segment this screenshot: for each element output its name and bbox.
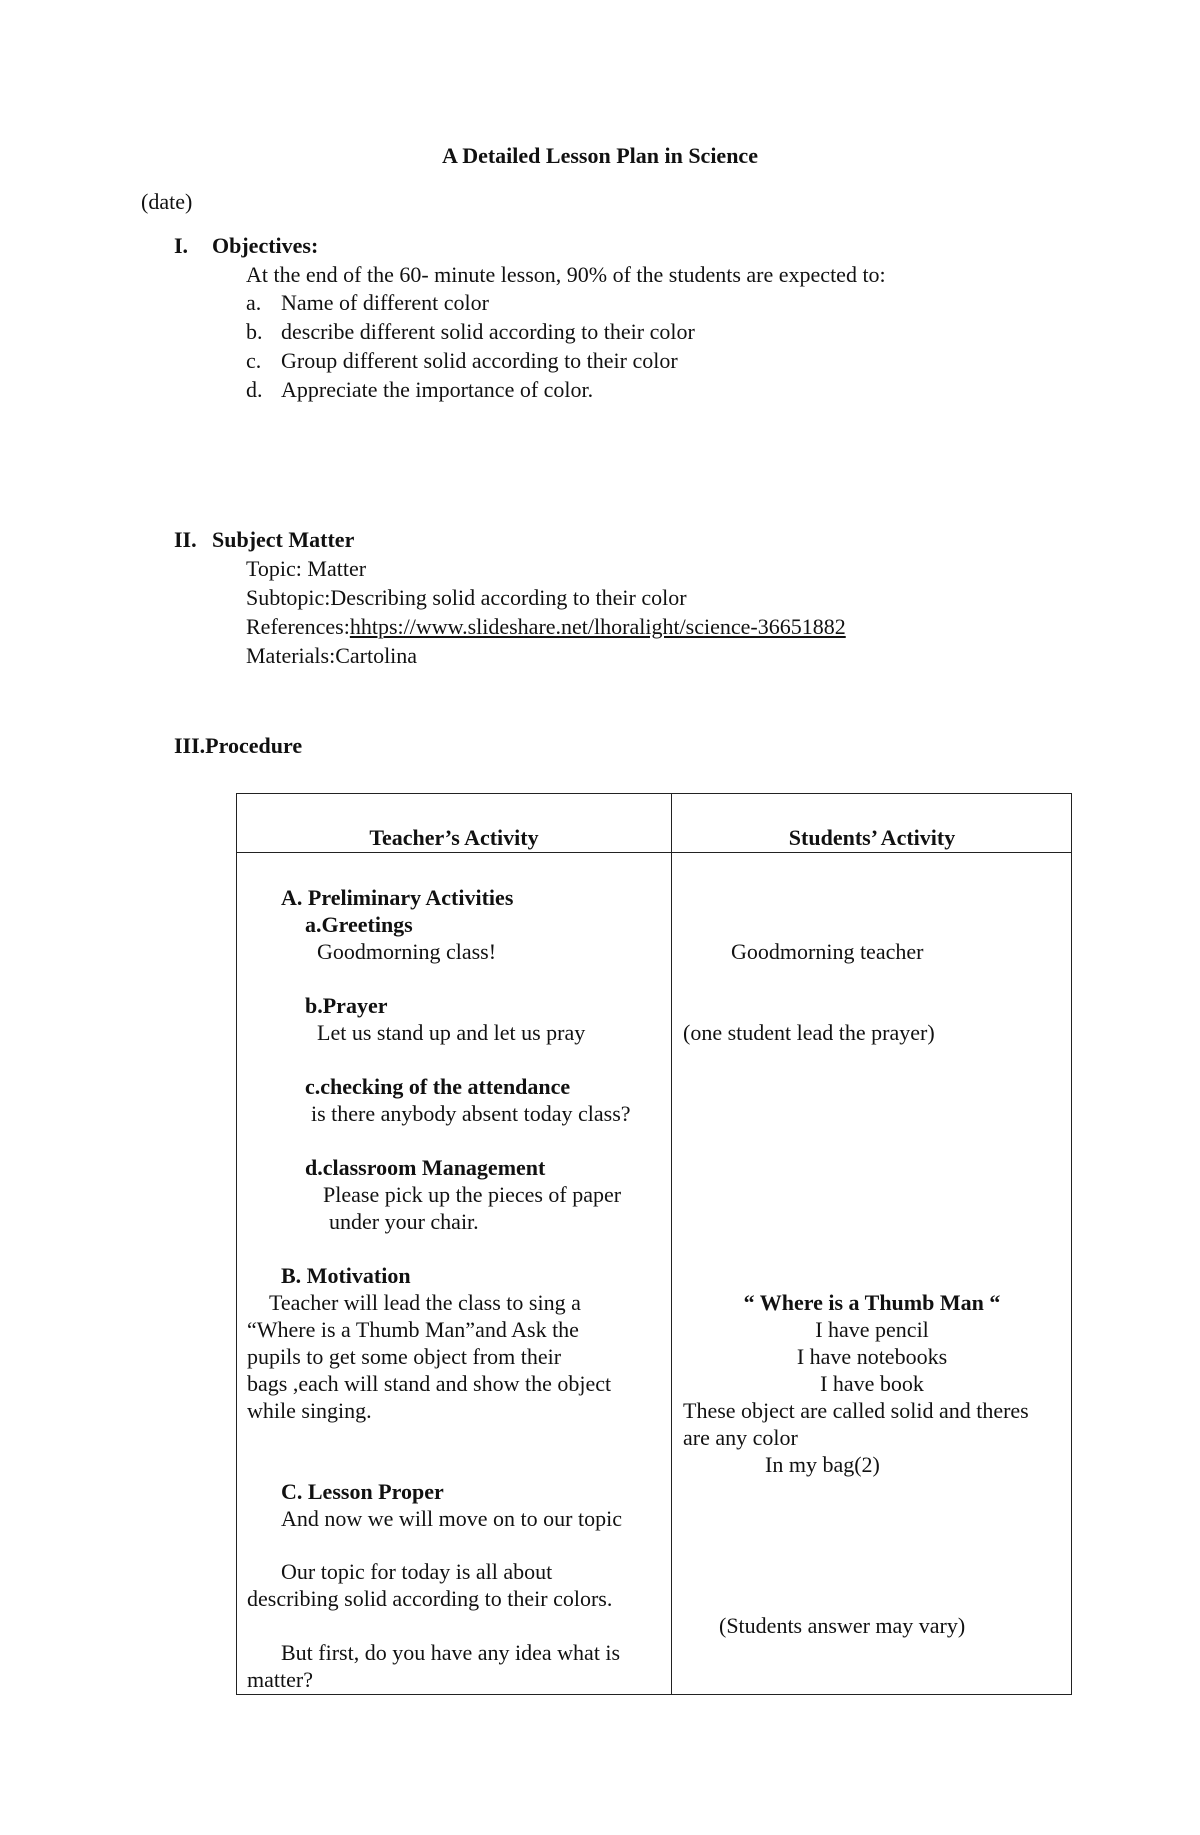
lesson-proper-text: But first, do you have any idea what is — [281, 1640, 621, 1665]
lesson-proper-text: matter? — [247, 1667, 313, 1692]
attendance-heading: c.checking of the attendance — [305, 1074, 571, 1099]
objective-marker: c. — [246, 348, 262, 373]
objective-marker: b. — [246, 319, 263, 344]
prayer-text: Let us stand up and let us pray — [317, 1020, 586, 1045]
objective-item: describe different solid according to their color — [281, 319, 695, 344]
motivation-text: “Where is a Thumb Man”and Ask the — [247, 1317, 579, 1342]
song-line: I have notebooks — [796, 1344, 948, 1369]
prayer-heading: b.Prayer — [305, 993, 388, 1018]
subject-matter-heading: Subject Matter — [212, 527, 355, 552]
students-answer: (Students answer may vary) — [719, 1613, 966, 1638]
song-line: are any color — [683, 1425, 798, 1450]
preliminary-activities-heading: A. Preliminary Activities — [281, 885, 514, 910]
lesson-proper-text: And now we will move on to our topic — [281, 1506, 622, 1531]
objectives-heading: Objectives: — [212, 233, 319, 258]
motivation-text: Teacher will lead the class to sing a — [269, 1290, 581, 1315]
lesson-proper-heading: C. Lesson Proper — [281, 1479, 444, 1504]
objective-item: Group different solid according to their color — [281, 348, 678, 373]
column-divider — [671, 794, 672, 1694]
objective-item: Appreciate the importance of color. — [281, 377, 594, 402]
objectives-numeral: I. — [174, 233, 189, 258]
teacher-activity-header: Teacher’s Activity — [369, 825, 539, 850]
song-line: In my bag(2) — [765, 1452, 880, 1477]
greetings-text: Goodmorning class! — [317, 939, 497, 964]
references-label: References: — [246, 614, 350, 639]
song-line: I have pencil — [815, 1317, 929, 1342]
objective-marker: a. — [246, 290, 262, 315]
subject-matter-numeral: II. — [174, 527, 197, 552]
attendance-text: is there anybody absent today class? — [311, 1101, 631, 1126]
objectives-intro: At the end of the 60- minute lesson, 90% of the students are expected to: — [246, 262, 886, 287]
motivation-text: pupils to get some object from their — [247, 1344, 562, 1369]
classroom-management-text: under your chair. — [329, 1209, 479, 1234]
classroom-management-heading: d.classroom Management — [305, 1155, 546, 1180]
students-prayer: (one student lead the prayer) — [683, 1020, 935, 1045]
page-title: A Detailed Lesson Plan in Science — [442, 143, 758, 168]
lesson-proper-text: Our topic for today is all about — [281, 1559, 553, 1584]
objective-item: Name of different color — [281, 290, 489, 315]
header-divider — [237, 852, 1071, 853]
motivation-text: while singing. — [247, 1398, 372, 1423]
lesson-proper-text: describing solid according to their colors. — [247, 1586, 613, 1611]
subtopic-line: Subtopic:Describing solid according to their color — [246, 585, 687, 610]
students-greetings: Goodmorning teacher — [731, 939, 924, 964]
date-placeholder: (date) — [141, 189, 193, 214]
song-line: These object are called solid and theres — [683, 1398, 1029, 1423]
references-line — [246, 613, 846, 640]
motivation-heading: B. Motivation — [281, 1263, 411, 1288]
motivation-text: bags ,each will stand and show the object — [247, 1371, 612, 1396]
objective-marker: d. — [246, 377, 263, 402]
materials-line: Materials:Cartolina — [246, 643, 418, 668]
procedure-heading: III.Procedure — [174, 733, 303, 758]
procedure-table — [236, 793, 1072, 1695]
students-activity-header: Students’ Activity — [788, 825, 956, 850]
greetings-heading: a.Greetings — [305, 912, 413, 937]
song-title: “ Where is a Thumb Man “ — [743, 1290, 1001, 1315]
references-link[interactable]: hhtps://www.slideshare.net/lhoralight/science-36651882 — [349, 614, 846, 639]
topic-line: Topic: Matter — [246, 556, 367, 581]
song-line: I have book — [820, 1371, 924, 1396]
classroom-management-text: Please pick up the pieces of paper — [323, 1182, 622, 1207]
